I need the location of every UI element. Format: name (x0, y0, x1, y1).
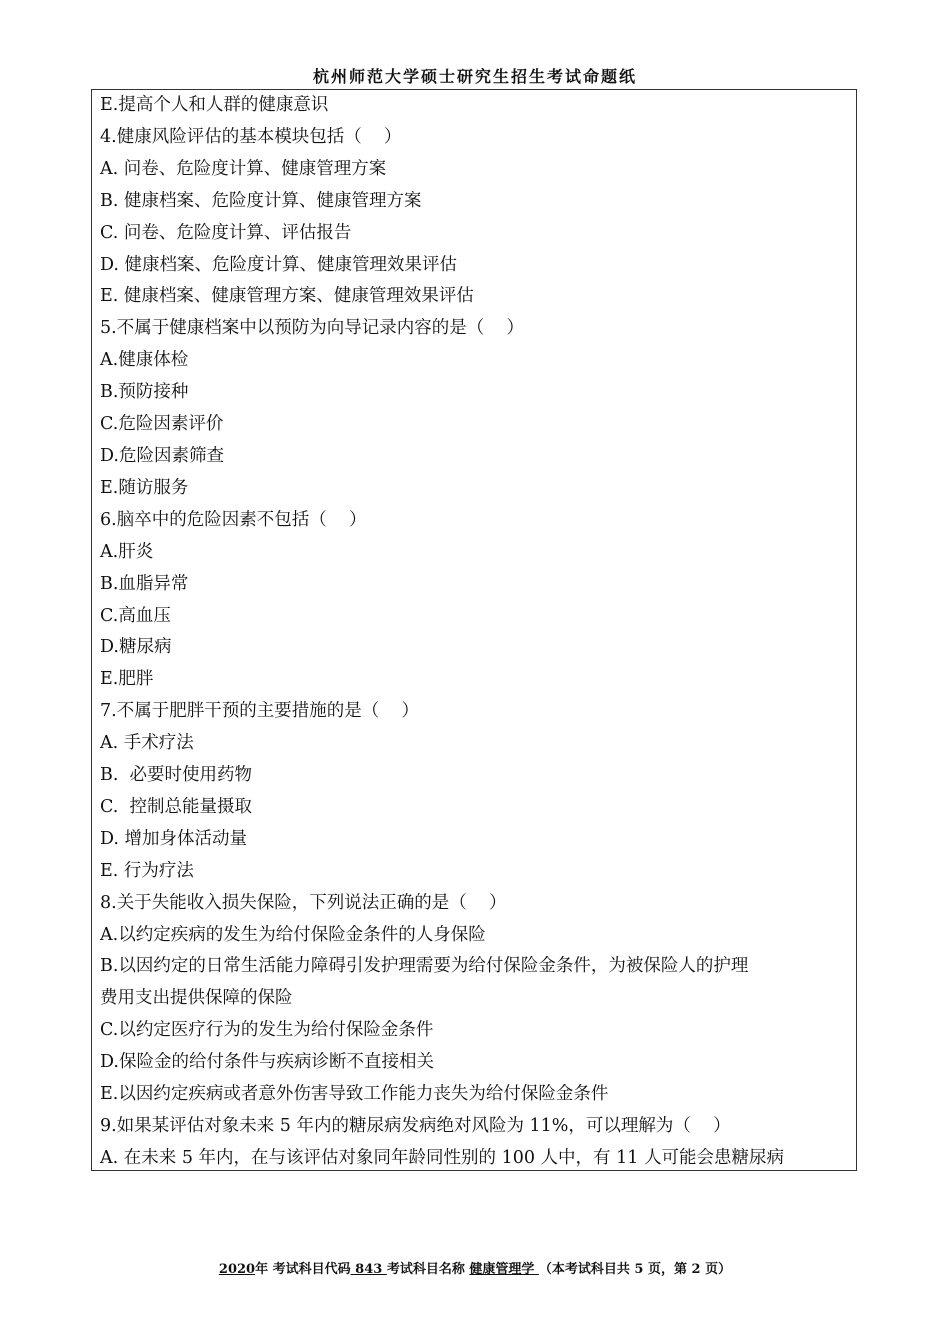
question-line: B.预防接种 (100, 382, 189, 403)
question-line: E.随访服务 (100, 477, 189, 498)
question-line: D. 健康档案、危险度计算、健康管理效果评估 (100, 254, 458, 275)
question-line: A.以约定疾病的发生为给付保险金条件的人身保险 (100, 924, 486, 945)
footer-page-info: （本考试科目共 5 页，第 2 页） (538, 1262, 732, 1277)
question-line: A. 手术疗法 (100, 733, 194, 754)
page-footer (0, 1258, 950, 1277)
question-line: 7.不属于肥胖干预的主要措施的是（ ） (100, 701, 419, 722)
question-line: B.血脂异常 (100, 573, 189, 594)
question-line: E.以因约定疾病或者意外伤害导致工作能力丧失为给付保险金条件 (100, 1084, 609, 1105)
question-line: C.以约定医疗行为的发生为给付保险金条件 (100, 1020, 434, 1041)
question-line: A. 问卷、危险度计算、健康管理方案 (100, 158, 387, 179)
question-line: A. 在未来 5 年内，在与该评估对象同年龄同性别的 100 人中，有 11 人可能会患糖尿病 (100, 1147, 784, 1168)
question-line: D.保险金的给付条件与疾病诊断不直接相关 (100, 1052, 434, 1073)
question-line: B. 必要时使用药物 (100, 765, 253, 786)
question-line: D. 增加身体活动量 (100, 828, 248, 849)
question-line: 费用支出提供保障的保险 (100, 988, 293, 1009)
question-line: C. 问卷、危险度计算、评估报告 (100, 222, 352, 243)
question-line: D.危险因素筛查 (100, 445, 224, 466)
question-line: 4.健康风险评估的基本模块包括（ ） (100, 126, 402, 147)
question-line: A.健康体检 (100, 350, 189, 371)
question-frame (91, 89, 857, 1171)
question-line: E. 健康档案、健康管理方案、健康管理效果评估 (100, 286, 474, 307)
question-line: 6.脑卒中的危险因素不包括（ ） (100, 509, 367, 530)
question-line: E.肥胖 (100, 669, 154, 690)
question-line: 5.不属于健康档案中以预防为向导记录内容的是（ ） (100, 318, 524, 339)
question-line: B.以因约定的日常生活能力障碍引发护理需要为给付保险金条件，为被保险人的护理 (100, 956, 749, 977)
question-line: C. 控制总能量摄取 (100, 796, 252, 817)
question-line: B. 健康档案、危险度计算、健康管理方案 (100, 190, 422, 211)
exam-paper-header: 杭州师范大学硕士研究生招生考试命题纸 (312, 67, 637, 86)
footer-year: 2020 (218, 1262, 256, 1277)
question-line: 8.关于失能收入损失保险，下列说法正确的是（ ） (100, 892, 507, 913)
footer-subject-name: 健康管理学 (469, 1262, 539, 1277)
footer-subject-code: 843 (350, 1262, 387, 1277)
question-lines (100, 90, 848, 1175)
question-line: D.糖尿病 (100, 637, 172, 658)
footer-code-label: 年 考试科目代码 (255, 1262, 351, 1277)
question-line: E.提高个人和人群的健康意识 (100, 95, 329, 115)
question-line: 9.如果某评估对象未来 5 年内的糖尿病发病绝对风险为 11%，可以理解为（ ） (100, 1116, 731, 1136)
footer-name-label: 考试科目名称 (386, 1262, 470, 1277)
question-line: C.高血压 (100, 605, 171, 626)
question-line: E. 行为疗法 (100, 860, 194, 881)
question-line: A.肝炎 (100, 541, 154, 562)
question-line: C.危险因素评价 (100, 414, 224, 435)
